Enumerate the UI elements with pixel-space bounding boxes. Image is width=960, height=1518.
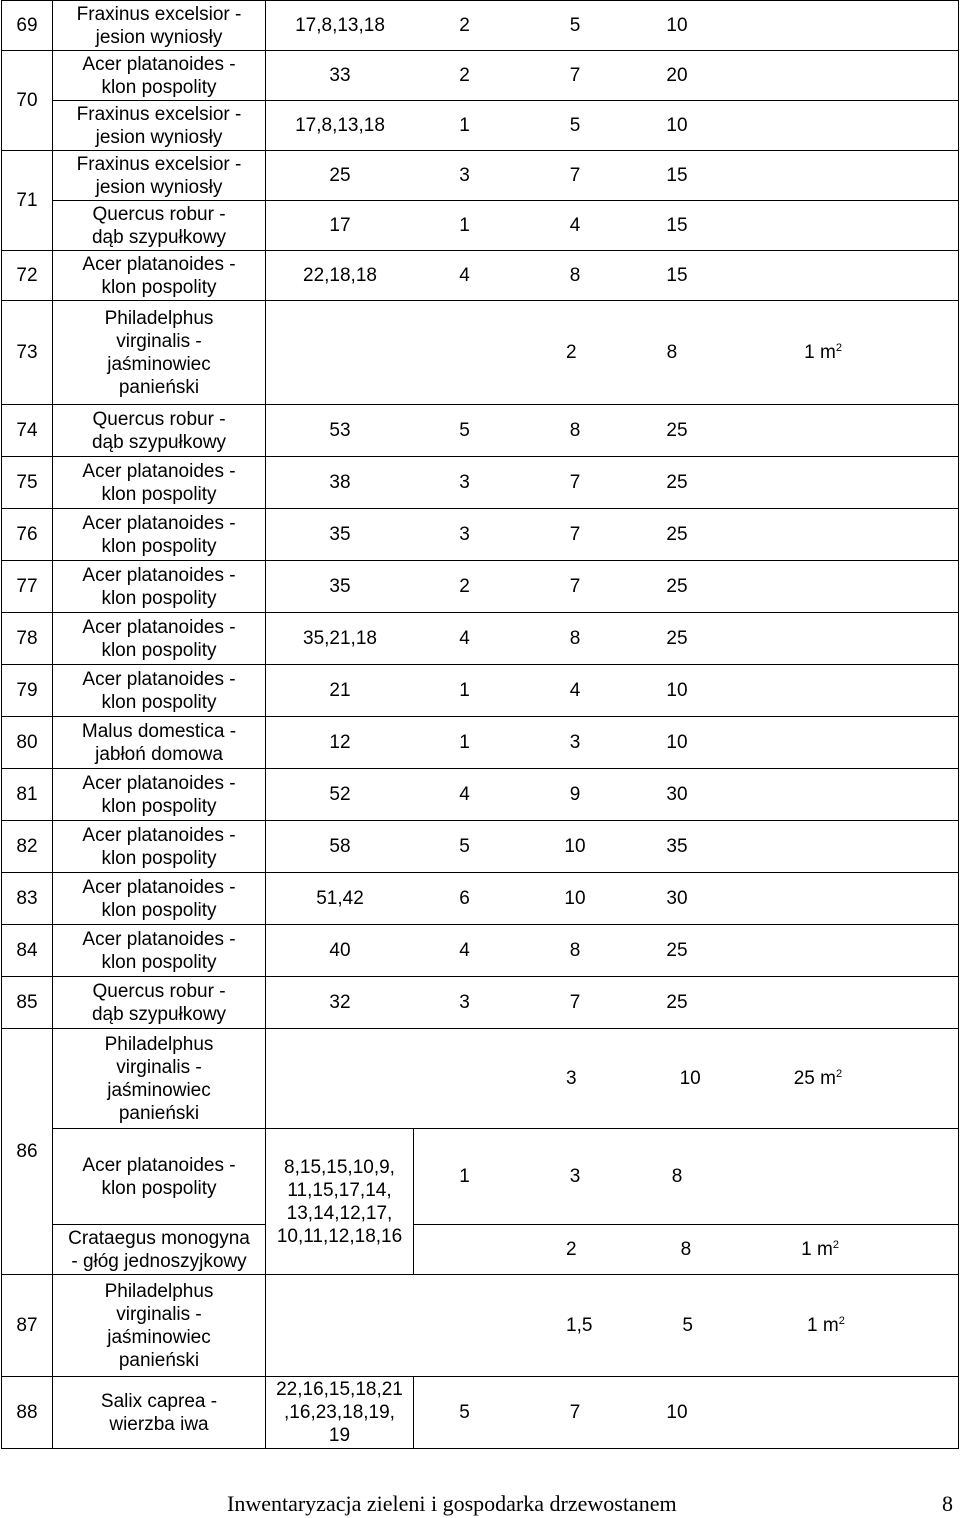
table-row bbox=[2, 1, 959, 51]
diameter-value: 2 bbox=[459, 65, 470, 86]
row-number bbox=[2, 717, 53, 769]
crown-value: 25 bbox=[666, 628, 688, 649]
height-value: 10 bbox=[564, 888, 586, 909]
height-value: 2 bbox=[566, 1239, 577, 1260]
row-number bbox=[2, 51, 53, 151]
area-unit-exponent: 2 bbox=[835, 1068, 843, 1080]
row-number bbox=[2, 1377, 53, 1449]
species-name bbox=[53, 51, 266, 101]
row-number bbox=[2, 301, 53, 405]
row-number bbox=[2, 1, 53, 51]
row-number-text: 84 bbox=[16, 940, 38, 961]
table-row bbox=[2, 769, 959, 821]
species-name-text: Acer platanoides - klon pospolity bbox=[82, 928, 236, 973]
values-cell bbox=[266, 1275, 959, 1377]
species-name-text: Malus domestica - jabłoń domowa bbox=[81, 720, 237, 765]
table-row bbox=[2, 151, 959, 201]
values-cell bbox=[266, 561, 959, 613]
circumference-value: 17,8,13,18 bbox=[295, 15, 385, 36]
diameter-value: 4 bbox=[459, 940, 470, 961]
values-cell bbox=[266, 665, 959, 717]
table-row bbox=[2, 1275, 959, 1377]
table-row bbox=[2, 1377, 959, 1449]
circumference-value: 53 bbox=[329, 420, 351, 441]
species-name bbox=[53, 101, 266, 151]
table-row bbox=[2, 925, 959, 977]
species-name bbox=[53, 509, 266, 561]
height-value: 3 bbox=[569, 1166, 581, 1187]
circumference-value: 25 bbox=[329, 165, 351, 186]
circumference-value: 35,21,18 bbox=[303, 628, 377, 649]
table-row bbox=[2, 101, 959, 151]
row-number bbox=[2, 977, 53, 1029]
table-row bbox=[2, 1129, 959, 1225]
species-name-text: Salix caprea - wierzba iwa bbox=[100, 1390, 218, 1435]
circumference-value-text: 8,15,15,10,9, 11,15,17,14, 13,14,12,17, 10,11,12,18,16 bbox=[276, 1156, 403, 1247]
row-number bbox=[2, 821, 53, 873]
height-value: 7 bbox=[569, 472, 581, 493]
species-name-text: Quercus robur - dąb szypułkowy bbox=[91, 203, 227, 248]
diameter-value: 2 bbox=[459, 576, 470, 597]
values-cell bbox=[266, 769, 959, 821]
species-name-text: Acer platanoides - klon pospolity bbox=[82, 512, 236, 557]
row-number-text: 81 bbox=[16, 784, 38, 805]
species-name bbox=[53, 251, 266, 301]
row-number-text: 70 bbox=[16, 90, 38, 111]
area-value: 25 m bbox=[793, 1068, 836, 1089]
species-name bbox=[53, 1225, 266, 1275]
circumference-value: 12 bbox=[329, 732, 351, 753]
table-row bbox=[2, 873, 959, 925]
values-cell bbox=[266, 821, 959, 873]
area-unit-exponent: 2 bbox=[835, 342, 842, 354]
values-cell bbox=[266, 251, 959, 301]
values-cell bbox=[266, 151, 959, 201]
table-row bbox=[2, 509, 959, 561]
footer-title: Inwentaryzacja zieleni i gospodarka drzewostanem bbox=[227, 1491, 677, 1516]
diameter-value: 3 bbox=[459, 992, 470, 1013]
height-value: 8 bbox=[569, 265, 581, 286]
species-name-text: Acer platanoides - klon pospolity bbox=[82, 668, 236, 713]
table-row bbox=[2, 821, 959, 873]
height-value: 8 bbox=[569, 420, 581, 441]
height-value: 3 bbox=[569, 732, 581, 753]
row-number-text: 87 bbox=[16, 1315, 38, 1336]
row-number-text: 72 bbox=[16, 265, 38, 286]
table-row bbox=[2, 665, 959, 717]
crown-value: 25 bbox=[666, 576, 688, 597]
values-cell bbox=[266, 1029, 959, 1129]
height-value: 9 bbox=[569, 784, 581, 805]
page-footer bbox=[0, 1490, 957, 1518]
row-number bbox=[2, 151, 53, 251]
crown-value: 8 bbox=[671, 1166, 683, 1187]
diameter-value: 1 bbox=[459, 215, 470, 236]
table-row bbox=[2, 251, 959, 301]
species-name-text: Acer platanoides - klon pospolity bbox=[82, 616, 236, 661]
diameter-value: 3 bbox=[459, 165, 470, 186]
species-name bbox=[53, 977, 266, 1029]
height-value: 7 bbox=[569, 576, 581, 597]
table-row bbox=[2, 1029, 959, 1129]
table-row bbox=[2, 405, 959, 457]
values-cell bbox=[266, 509, 959, 561]
row-number bbox=[2, 1275, 53, 1377]
values-cell bbox=[266, 925, 959, 977]
height-value: 7 bbox=[569, 992, 581, 1013]
crown-value: 15 bbox=[666, 215, 688, 236]
species-name bbox=[53, 925, 266, 977]
crown-value: 35 bbox=[666, 836, 688, 857]
circumference-value: 40 bbox=[329, 940, 351, 961]
height-value: 4 bbox=[569, 680, 581, 701]
species-name-text: Acer platanoides - klon pospolity bbox=[82, 876, 236, 921]
species-name bbox=[53, 717, 266, 769]
height-value: 5 bbox=[569, 15, 581, 36]
species-name-text: Acer platanoides - klon pospolity bbox=[82, 824, 236, 869]
row-number-text: 75 bbox=[16, 472, 38, 493]
crown-value: 15 bbox=[666, 165, 688, 186]
row-number-text: 80 bbox=[16, 732, 38, 753]
diameter-value: 3 bbox=[459, 472, 470, 493]
values-cell bbox=[266, 301, 959, 405]
circumference-value: 35 bbox=[329, 576, 351, 597]
crown-value: 10 bbox=[666, 115, 688, 136]
species-name-text: Acer platanoides - klon pospolity bbox=[82, 772, 236, 817]
species-name bbox=[53, 405, 266, 457]
row-number-text: 69 bbox=[16, 15, 38, 36]
species-name-text: Fraxinus excelsior - jesion wyniosły bbox=[76, 153, 242, 198]
species-name bbox=[53, 1377, 266, 1449]
crown-value: 10 bbox=[666, 15, 688, 36]
values-cell bbox=[266, 405, 959, 457]
values-cell bbox=[266, 1, 959, 51]
crown-value: 25 bbox=[666, 524, 688, 545]
row-number-text: 73 bbox=[16, 342, 38, 363]
row-number-text: 82 bbox=[16, 836, 38, 857]
row-number bbox=[2, 613, 53, 665]
diameter-value: 4 bbox=[459, 784, 470, 805]
height-value: 2 bbox=[566, 342, 577, 363]
species-name-text: Philadelphus virginalis - jaśminowiec panieński bbox=[104, 307, 214, 398]
crown-value: 25 bbox=[666, 420, 688, 441]
values-cell bbox=[266, 977, 959, 1029]
table-row bbox=[2, 301, 959, 405]
row-number-text: 85 bbox=[16, 992, 38, 1013]
crown-value: 10 bbox=[666, 680, 688, 701]
circumference-value: 32 bbox=[329, 992, 351, 1013]
values-cell bbox=[266, 101, 959, 151]
table-row bbox=[2, 561, 959, 613]
height-value: 3 bbox=[566, 1068, 577, 1089]
values-cell bbox=[266, 717, 959, 769]
table-row bbox=[2, 457, 959, 509]
species-name-text: Fraxinus excelsior - jesion wyniosły bbox=[76, 103, 242, 148]
height-value: 10 bbox=[564, 836, 586, 857]
row-number-text: 76 bbox=[16, 524, 38, 545]
height-value: 7 bbox=[569, 524, 581, 545]
width-value: 8 bbox=[680, 1239, 692, 1260]
diameter-value: 1 bbox=[459, 732, 470, 753]
circumference-value: 58 bbox=[329, 836, 351, 857]
species-name-text: Philadelphus virginalis - jaśminowiec panieński bbox=[104, 1033, 214, 1124]
species-name bbox=[53, 151, 266, 201]
species-name bbox=[53, 201, 266, 251]
height-value: 5 bbox=[569, 115, 581, 136]
diameter-value: 4 bbox=[459, 265, 470, 286]
width-value: 5 bbox=[682, 1315, 693, 1336]
species-name-text: Acer platanoides - klon pospolity bbox=[82, 564, 236, 609]
circumference-value: 17,8,13,18 bbox=[295, 115, 385, 136]
height-value: 7 bbox=[569, 65, 581, 86]
diameter-value: 5 bbox=[459, 836, 470, 857]
height-value: 7 bbox=[569, 1402, 581, 1423]
height-value: 8 bbox=[569, 628, 581, 649]
species-name bbox=[53, 561, 266, 613]
area-unit-exponent: 2 bbox=[838, 1315, 845, 1327]
area-unit-exponent: 2 bbox=[832, 1239, 839, 1251]
width-value: 10 bbox=[679, 1068, 701, 1089]
diameter-value: 2 bbox=[459, 15, 470, 36]
crown-value: 25 bbox=[666, 992, 688, 1013]
area-value: 1 m bbox=[801, 1239, 833, 1260]
diameter-value: 1 bbox=[459, 680, 470, 701]
circumference-value: 35 bbox=[329, 524, 351, 545]
species-name-text: Acer platanoides - klon pospolity bbox=[82, 460, 236, 505]
species-name-text: Quercus robur - dąb szypułkowy bbox=[91, 408, 227, 453]
diameter-value: 4 bbox=[459, 628, 470, 649]
height-value: 8 bbox=[569, 940, 581, 961]
row-number bbox=[2, 509, 53, 561]
crown-value: 25 bbox=[666, 472, 688, 493]
crown-value: 25 bbox=[666, 940, 688, 961]
row-number bbox=[2, 1029, 53, 1275]
circumference-value: 33 bbox=[329, 65, 351, 86]
circumference-value-text: 22,16,15,18,21 ,16,23,18,19, 19 bbox=[276, 1379, 403, 1446]
crown-value: 10 bbox=[666, 1402, 688, 1423]
species-name-text: Crataegus monogyna - głóg jednoszyjkowy bbox=[68, 1227, 250, 1272]
values-cell bbox=[266, 51, 959, 101]
diameter-value: 3 bbox=[459, 524, 470, 545]
values-cell bbox=[414, 1129, 959, 1225]
crown-value: 20 bbox=[666, 65, 688, 86]
values-cell bbox=[266, 613, 959, 665]
values-cell bbox=[266, 457, 959, 509]
row-number bbox=[2, 561, 53, 613]
species-name-text: Acer platanoides - klon pospolity bbox=[82, 1154, 236, 1199]
diameter-value: 6 bbox=[459, 888, 470, 909]
circumference-value: 52 bbox=[329, 784, 351, 805]
species-name bbox=[53, 1275, 266, 1377]
table-row bbox=[2, 613, 959, 665]
species-name bbox=[53, 1129, 266, 1225]
species-name-text: Philadelphus virginalis - jaśminowiec panieński bbox=[104, 1280, 214, 1371]
circumference-value: 38 bbox=[329, 472, 351, 493]
values-cell bbox=[266, 873, 959, 925]
width-value: 8 bbox=[666, 342, 678, 363]
species-name bbox=[53, 873, 266, 925]
row-number bbox=[2, 457, 53, 509]
table-row bbox=[2, 201, 959, 251]
species-name bbox=[53, 665, 266, 717]
row-number bbox=[2, 665, 53, 717]
row-number-text: 78 bbox=[16, 628, 38, 649]
species-name-text: Acer platanoides - klon pospolity bbox=[82, 253, 236, 298]
row-number bbox=[2, 769, 53, 821]
row-number-text: 86 bbox=[16, 1141, 38, 1162]
species-name-text: Acer platanoides - klon pospolity bbox=[82, 53, 236, 98]
area-value: 1 m bbox=[804, 342, 836, 363]
height-value: 1,5 bbox=[566, 1315, 593, 1336]
circumference-value: 22,18,18 bbox=[303, 265, 377, 286]
area-value: 1 m bbox=[807, 1315, 839, 1336]
table-row bbox=[2, 51, 959, 101]
diameter-value: 5 bbox=[459, 420, 470, 441]
row-number-text: 77 bbox=[16, 576, 38, 597]
row-number-text: 79 bbox=[16, 680, 38, 701]
page-number: 8 bbox=[942, 1491, 953, 1516]
circumference-value bbox=[266, 1129, 414, 1275]
crown-value: 10 bbox=[666, 732, 688, 753]
table-row bbox=[2, 1225, 959, 1275]
species-name bbox=[53, 1029, 266, 1129]
row-number bbox=[2, 251, 53, 301]
circumference-value: 17 bbox=[329, 215, 351, 236]
height-value: 4 bbox=[569, 215, 581, 236]
row-number bbox=[2, 405, 53, 457]
row-number-text: 74 bbox=[16, 420, 38, 441]
values-cell bbox=[414, 1225, 959, 1275]
species-name-text: Quercus robur - dąb szypułkowy bbox=[91, 980, 227, 1025]
species-name bbox=[53, 821, 266, 873]
inventory-table bbox=[1, 0, 959, 1449]
species-name bbox=[53, 613, 266, 665]
species-name bbox=[53, 301, 266, 405]
species-name bbox=[53, 457, 266, 509]
row-number bbox=[2, 925, 53, 977]
table-row bbox=[2, 717, 959, 769]
species-name bbox=[53, 769, 266, 821]
crown-value: 30 bbox=[666, 784, 688, 805]
diameter-value: 5 bbox=[459, 1402, 470, 1423]
values-cell bbox=[266, 201, 959, 251]
values-cell bbox=[414, 1377, 959, 1449]
height-value: 7 bbox=[569, 165, 581, 186]
circumference-value bbox=[266, 1377, 414, 1449]
circumference-value: 51,42 bbox=[316, 888, 364, 909]
diameter-value: 1 bbox=[459, 115, 470, 136]
species-name-text: Fraxinus excelsior - jesion wyniosły bbox=[76, 3, 242, 48]
row-number-text: 83 bbox=[16, 888, 38, 909]
crown-value: 15 bbox=[666, 265, 688, 286]
row-number bbox=[2, 873, 53, 925]
species-name bbox=[53, 1, 266, 51]
row-number-text: 88 bbox=[16, 1402, 38, 1423]
diameter-value: 1 bbox=[459, 1166, 470, 1187]
crown-value: 30 bbox=[666, 888, 688, 909]
circumference-value: 21 bbox=[329, 680, 351, 701]
table-row bbox=[2, 977, 959, 1029]
row-number-text: 71 bbox=[16, 190, 38, 211]
